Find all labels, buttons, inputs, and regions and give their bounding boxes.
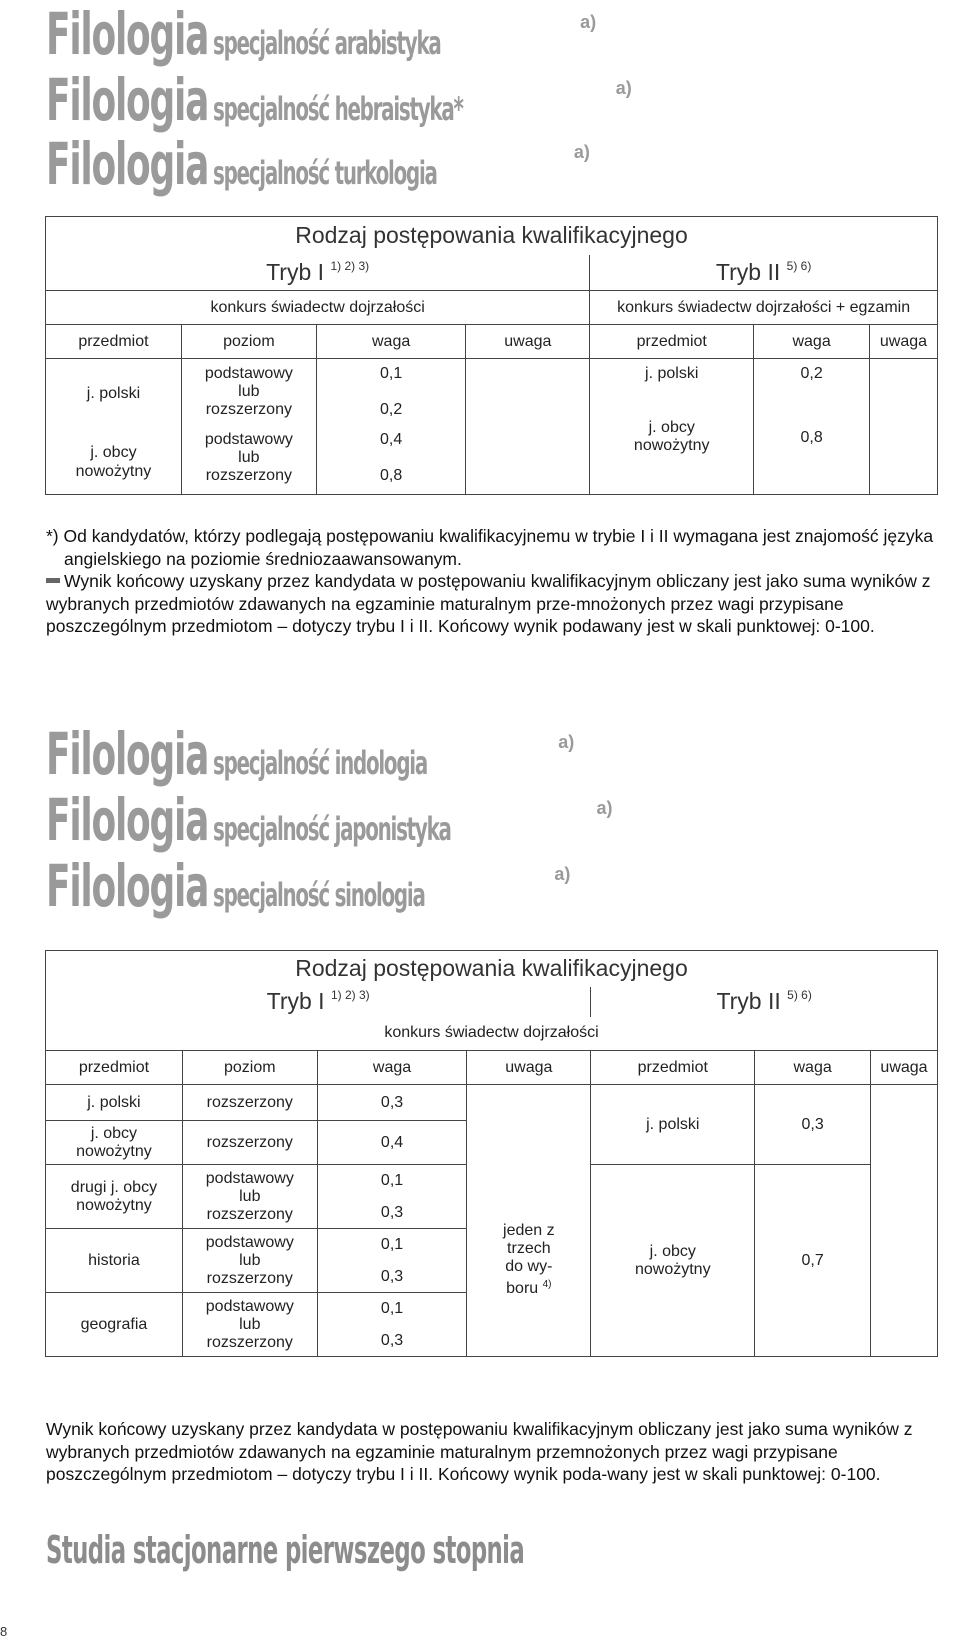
tryb-2-header-2: Tryb II $^{5) 6)}$ bbox=[591, 987, 938, 1017]
heading-indologia: Filologia specjalność indologia$^{a)}$ bbox=[46, 720, 575, 788]
heading-turkologia: Filologia specjalność turkologia$^{a)}$ bbox=[46, 130, 590, 198]
footer-title: Studia stacjonarne pierwszego stopnia bbox=[46, 1528, 525, 1572]
table-row bbox=[46, 359, 938, 495]
uwaga-cell bbox=[466, 359, 590, 495]
col-uwaga-2: uwaga bbox=[869, 325, 937, 359]
table-row: j. obcy nowożytny rozszerzony 0,4 bbox=[46, 1121, 938, 1165]
col-waga: waga bbox=[316, 325, 466, 359]
t2-subjects-cell: j. polski j. obcy nowożytny bbox=[590, 359, 754, 495]
mode-both: konkurs świadectw dojrzałości bbox=[46, 1017, 938, 1051]
t2-uwaga-cell bbox=[869, 359, 937, 495]
col-poziom: poziom bbox=[181, 325, 316, 359]
t2-weights-cell: 0,2 0,8 bbox=[754, 359, 870, 495]
col-przedmiot: przedmiot bbox=[46, 1051, 183, 1085]
col-poziom: poziom bbox=[182, 1051, 317, 1085]
weights-cell: 0,1 0,2 0,4 0,8 bbox=[316, 359, 466, 495]
heading-arabistyka: Filologia specjalność arabistyka$^{a)}$ bbox=[46, 0, 597, 68]
heading-japonistyka: Filologia specjalność japonistyka$^{a)}$ bbox=[46, 786, 613, 854]
col-przedmiot-2: przedmiot bbox=[591, 1051, 755, 1085]
dash-icon bbox=[46, 578, 60, 583]
notes-block bbox=[46, 525, 936, 638]
col-przedmiot-2: przedmiot bbox=[590, 325, 754, 359]
table-row: j. polski rozszerzony 0,3 j. polski 0,3 bbox=[46, 1085, 938, 1121]
mode-1: konkurs świadectw dojrzałości bbox=[46, 291, 590, 325]
col-waga-2: waga bbox=[755, 1051, 871, 1085]
tryb-1-header-2: Tryb I $^{1) 2) 3)}$ bbox=[46, 987, 591, 1017]
note-result-2: Wynik końcowy uzyskany przez kandydata w postępowaniu kwalifikacyjnym obliczany jest jako suma wyników z wybranych przedmiotów zdawanych na egzaminie maturalnym przemnożonych przez wagi przypisane poszczególnym przedmiotom – dotyczy trybu I i II. Końcowy wynik poda-wany jest w skali punktowej: 0-100. bbox=[46, 1419, 913, 1484]
note-asterisk: *) Od kandydatów, którzy podlegają postępowaniu kwalifikacyjnemu w trybie I i II wymagana jest znajomość języka angielskiego na poziomie średniozaawansowanym. bbox=[46, 526, 934, 569]
col-waga-2: waga bbox=[754, 325, 870, 359]
admission-table-2 bbox=[45, 950, 938, 1357]
heading-hebraistyka: Filologia specjalność hebraistyka*$^{a)}$ bbox=[46, 66, 632, 134]
table-row: historia podstawowy lub rozszerzony 0,1 0,3 bbox=[46, 1229, 938, 1293]
col-przedmiot: przedmiot bbox=[46, 325, 182, 359]
tryb-2-header: Tryb II $^{5) 6)}$ bbox=[590, 255, 938, 291]
uwaga-choice: jeden z trzech do wy-boru $^{4)}$ bbox=[467, 1165, 591, 1357]
tryb-1-header: Tryb I $^{1) 2) 3)}$ bbox=[46, 255, 590, 291]
page-number: 8 bbox=[0, 1624, 8, 1639]
subjects-cell: j. polski j. obcy nowożytny bbox=[46, 359, 182, 495]
col-uwaga-2: uwaga bbox=[871, 1051, 938, 1085]
table-title: Rodzaj postępowania kwalifikacyjnego bbox=[46, 217, 938, 255]
admission-table-1 bbox=[45, 216, 938, 495]
table-row: geografia podstawowy lub rozszerzony 0,1 0,3 bbox=[46, 1293, 938, 1357]
levels-cell: podstawowy lub rozszerzony podstawowy lub rozszerzony bbox=[181, 359, 316, 495]
heading-sinologia: Filologia specjalność sinologia$^{a)}$ bbox=[46, 852, 571, 920]
col-uwaga: uwaga bbox=[466, 325, 590, 359]
mode-2: konkurs świadectw dojrzałości + egzamin bbox=[590, 291, 938, 325]
col-uwaga: uwaga bbox=[467, 1051, 591, 1085]
col-waga: waga bbox=[317, 1051, 467, 1085]
table-row: drugi j. obcy nowożytny podstawowy lub rozszerzony 0,1 0,3 jeden z trzech do wy-boru $^{4)}$ j. obcy nowożytny 0,7 bbox=[46, 1165, 938, 1229]
table-title-2: Rodzaj postępowania kwalifikacyjnego bbox=[46, 951, 938, 987]
note-result: Wynik końcowy uzyskany przez kandydata w postępowaniu kwalifikacyjnym obliczany jest jako suma wyników z wybranych przedmiotów zdawanych na egzaminie maturalnym prze-mnożonych przez wagi przypisane poszczególnym przedmiotom – dotyczy trybu I i II. Końcowy wynik podawany jest w skali punktowej: 0-100. bbox=[46, 571, 931, 636]
t2-uwaga-cell bbox=[871, 1085, 938, 1357]
